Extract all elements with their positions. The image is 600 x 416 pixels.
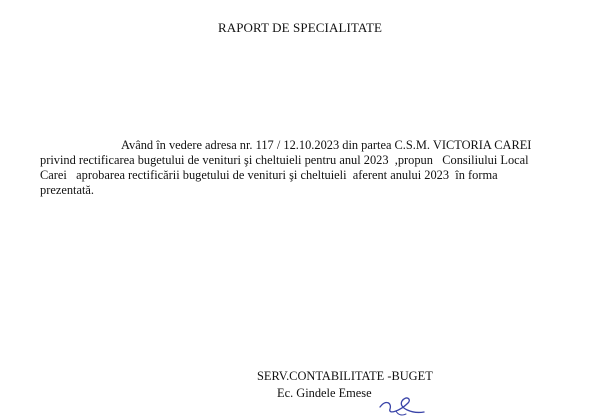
body-line-2: privind rectificarea bugetului de venituri şi cheltuieli pentru anul 2023 ,propun Consiliului Local: [40, 153, 529, 167]
body-line-3: Carei aprobarea rectificării bugetului de venituri şi cheltuieli aferent anului 2023 în forma: [40, 168, 498, 182]
handwritten-signature: [378, 381, 428, 416]
body-line-1: Având în vedere adresa nr. 117 / 12.10.2023 din partea C.S.M. VICTORIA CAREI: [121, 138, 532, 152]
signatory-name: Ec. Gindele Emese: [277, 386, 372, 400]
document-title: RAPORT DE SPECIALITATE: [217, 20, 383, 35]
report-body: [40, 138, 570, 198]
signature-department: SERV.CONTABILITATE -BUGET: [257, 369, 433, 383]
body-line-4: prezentată.: [40, 183, 94, 197]
